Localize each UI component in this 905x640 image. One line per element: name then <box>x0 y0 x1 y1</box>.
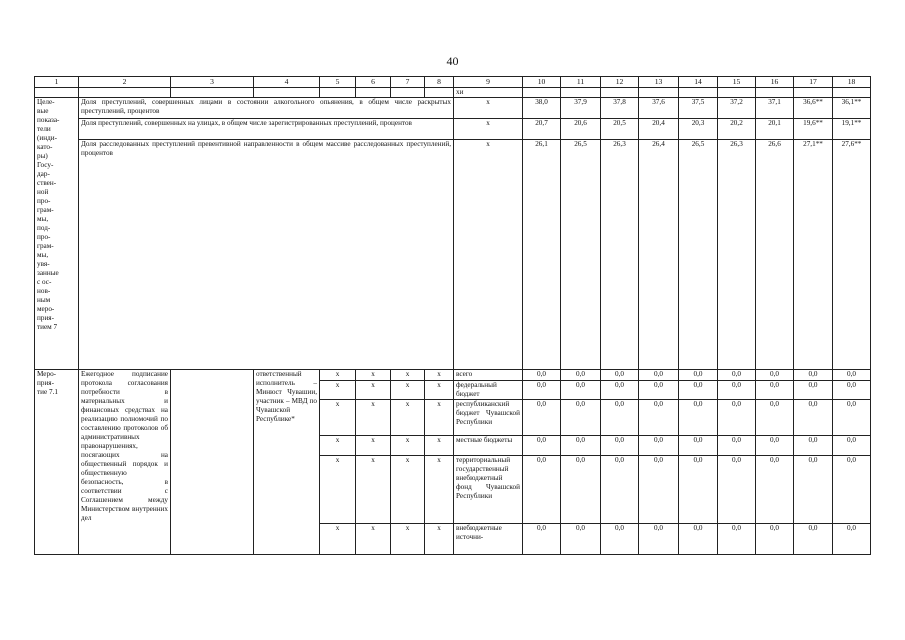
indicator-name: Доля расследованных преступлений превентивной направленности в общем массиве расследованных преступлений, процентов <box>79 140 454 370</box>
col-header: 12 <box>601 77 639 88</box>
funding-value: 0,0 <box>523 436 561 456</box>
measure-label: Меро- прия- тие 7.1 <box>35 370 79 555</box>
code-mark: x <box>425 381 454 400</box>
funding-value: 0,0 <box>601 381 639 400</box>
funding-source: всего <box>454 370 523 381</box>
page-number: 40 <box>446 54 459 68</box>
indicator-source: x <box>454 119 523 140</box>
funding-source: федеральный бюджет <box>454 381 523 400</box>
col-header: 9 <box>454 77 523 88</box>
indicator-value: 37,1 <box>756 98 794 119</box>
funding-value: 0,0 <box>601 456 639 524</box>
indicator-value: 20,1 <box>756 119 794 140</box>
indicator-value: 20,7 <box>523 119 561 140</box>
indicator-value: 26,3 <box>718 140 756 370</box>
funding-value: 0,0 <box>756 381 794 400</box>
funding-value: 0,0 <box>679 524 718 555</box>
code-mark: x <box>356 524 391 555</box>
col-header: 3 <box>171 77 254 88</box>
col-header: 14 <box>679 77 718 88</box>
indicator-value: 26,4 <box>639 140 679 370</box>
indicator-source: x <box>454 140 523 370</box>
indicator-value: 26,5 <box>679 140 718 370</box>
code-mark: x <box>391 436 425 456</box>
funding-value: 0,0 <box>833 524 871 555</box>
col-header: 17 <box>794 77 833 88</box>
indicator-value: 36,6** <box>794 98 833 119</box>
funding-source: внебюджетные источни- <box>454 524 523 555</box>
col-header: 2 <box>79 77 171 88</box>
indicator-value: 20,2 <box>718 119 756 140</box>
funding-value: 0,0 <box>794 370 833 381</box>
indicator-value: 37,2 <box>718 98 756 119</box>
code-mark: x <box>320 524 356 555</box>
col-header: 1 <box>35 77 79 88</box>
code-mark: x <box>356 370 391 381</box>
target-row <box>35 98 871 119</box>
funding-value: 0,0 <box>639 436 679 456</box>
indicator-value: 20,3 <box>679 119 718 140</box>
indicator-name: Доля преступлений, совершенных лицами в состоянии алкогольного опьянения, в общем числе раскрытых преступлений, процентов <box>79 98 454 119</box>
funding-value: 0,0 <box>718 381 756 400</box>
funding-value: 0,0 <box>718 400 756 436</box>
funding-value: 0,0 <box>833 436 871 456</box>
funding-value: 0,0 <box>679 400 718 436</box>
code-mark: x <box>356 381 391 400</box>
measure-col3 <box>171 370 254 555</box>
funding-value: 0,0 <box>639 400 679 436</box>
code-mark: x <box>356 456 391 524</box>
funding-value: 0,0 <box>639 456 679 524</box>
funding-value: 0,0 <box>601 436 639 456</box>
funding-source: республиканский бюджет Чувашской Республики <box>454 400 523 436</box>
column-number-row <box>35 77 871 88</box>
indicator-value: 37,5 <box>679 98 718 119</box>
indicator-value: 26,6 <box>756 140 794 370</box>
col-header: 13 <box>639 77 679 88</box>
funding-value: 0,0 <box>561 381 601 400</box>
indicator-name: Доля преступлений, совершенных на улицах, в общем числе зарегистрированных преступлений, процентов <box>79 119 454 140</box>
indicator-value: 37,9 <box>561 98 601 119</box>
measure-description: Ежегодное подписание протокола согласования потребности в материальных и финансовых средствах на реализацию полномочий по составлению протоколов об административных правонарушениях, посягающих на общественный порядок и общественную безопасность, в соответствии с Соглашением между Министерством внутренних дел <box>79 370 171 555</box>
indicator-value: 38,0 <box>523 98 561 119</box>
col-header: 8 <box>425 77 454 88</box>
funding-value: 0,0 <box>639 524 679 555</box>
funding-value: 0,0 <box>794 456 833 524</box>
funding-value: 0,0 <box>601 524 639 555</box>
program-table <box>34 76 871 555</box>
indicator-value: 27,1** <box>794 140 833 370</box>
funding-value: 0,0 <box>679 381 718 400</box>
code-mark: x <box>320 370 356 381</box>
funding-value: 0,0 <box>756 400 794 436</box>
col-header: 10 <box>523 77 561 88</box>
funding-value: 0,0 <box>833 400 871 436</box>
code-mark: x <box>320 381 356 400</box>
funding-value: 0,0 <box>561 456 601 524</box>
funding-value: 0,0 <box>523 524 561 555</box>
funding-value: 0,0 <box>833 456 871 524</box>
funding-value: 0,0 <box>794 381 833 400</box>
col-header: 6 <box>356 77 391 88</box>
funding-value: 0,0 <box>679 436 718 456</box>
measure-executor: ответственный исполнитель – Минюст Чувашии, участник – МВД по Чувашской Республике* <box>254 370 320 555</box>
funding-value: 0,0 <box>679 456 718 524</box>
indicator-value: 20,4 <box>639 119 679 140</box>
code-mark: x <box>391 381 425 400</box>
code-mark: x <box>425 370 454 381</box>
funding-value: 0,0 <box>794 400 833 436</box>
indicator-value: 27,6** <box>833 140 871 370</box>
funding-value: 0,0 <box>679 370 718 381</box>
code-mark: x <box>356 436 391 456</box>
target-row <box>35 140 871 370</box>
code-mark: x <box>391 370 425 381</box>
indicator-value: 20,6 <box>561 119 601 140</box>
funding-value: 0,0 <box>639 370 679 381</box>
funding-value: 0,0 <box>523 456 561 524</box>
col-header: 15 <box>718 77 756 88</box>
funding-row <box>35 370 871 381</box>
col-header: 4 <box>254 77 320 88</box>
code-mark: x <box>391 456 425 524</box>
funding-value: 0,0 <box>718 456 756 524</box>
col-header: 7 <box>391 77 425 88</box>
code-mark: x <box>425 456 454 524</box>
target-row <box>35 119 871 140</box>
code-mark: x <box>320 456 356 524</box>
funding-value: 0,0 <box>756 524 794 555</box>
funding-source: территориальный государственный внебюджетный фонд Чувашской Республики <box>454 456 523 524</box>
funding-value: 0,0 <box>756 436 794 456</box>
indicator-source: x <box>454 98 523 119</box>
funding-value: 0,0 <box>833 381 871 400</box>
blank-row <box>35 88 871 98</box>
indicator-value: 19,1** <box>833 119 871 140</box>
code-mark: x <box>320 400 356 436</box>
indicator-value: 36,1** <box>833 98 871 119</box>
funding-value: 0,0 <box>561 524 601 555</box>
code-mark: x <box>425 400 454 436</box>
code-mark: x <box>425 436 454 456</box>
code-mark: x <box>320 436 356 456</box>
funding-value: 0,0 <box>561 370 601 381</box>
indicator-value: 37,8 <box>601 98 639 119</box>
indicator-value: 26,5 <box>561 140 601 370</box>
funding-value: 0,0 <box>601 400 639 436</box>
col-header: 5 <box>320 77 356 88</box>
funding-value: 0,0 <box>561 436 601 456</box>
code-mark: x <box>425 524 454 555</box>
funding-value: 0,0 <box>523 370 561 381</box>
indicator-value: 37,6 <box>639 98 679 119</box>
funding-value: 0,0 <box>639 381 679 400</box>
col-header: 16 <box>756 77 794 88</box>
funding-value: 0,0 <box>833 370 871 381</box>
code-mark: x <box>391 524 425 555</box>
code-mark: x <box>356 400 391 436</box>
code-mark: x <box>391 400 425 436</box>
indicator-value: 26,3 <box>601 140 639 370</box>
indicator-value: 19,6** <box>794 119 833 140</box>
funding-value: 0,0 <box>756 456 794 524</box>
funding-value: 0,0 <box>756 370 794 381</box>
targets-label: Целе- вые показа- тели (инди- като- ры) Госу- дар- ствен- ной про- грам- мы, под- про- грам- мы, увя- занные с ос- нов- ным меро- прия- тием 7 <box>35 98 79 370</box>
col-header: 18 <box>833 77 871 88</box>
col-header: 11 <box>561 77 601 88</box>
funding-value: 0,0 <box>718 436 756 456</box>
funding-value: 0,0 <box>718 370 756 381</box>
funding-value: 0,0 <box>794 436 833 456</box>
indicator-value: 20,5 <box>601 119 639 140</box>
blank-row-note: хи <box>454 88 523 98</box>
funding-value: 0,0 <box>794 524 833 555</box>
indicator-value: 26,1 <box>523 140 561 370</box>
funding-value: 0,0 <box>601 370 639 381</box>
funding-value: 0,0 <box>523 381 561 400</box>
funding-value: 0,0 <box>561 400 601 436</box>
funding-value: 0,0 <box>718 524 756 555</box>
funding-source: местные бюджеты <box>454 436 523 456</box>
funding-value: 0,0 <box>523 400 561 436</box>
